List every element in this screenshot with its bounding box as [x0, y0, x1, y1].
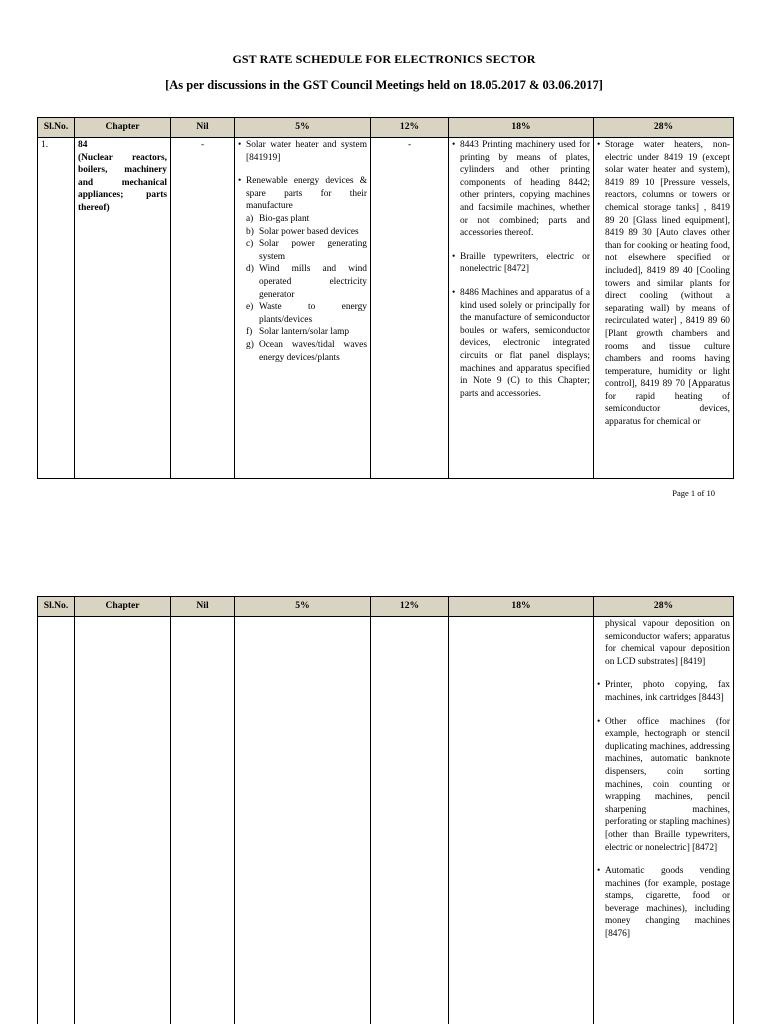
- list-item: • Renewable energy devices & spare parts for their manufacture a) Bio-gas plant b) Solar power based devices c) Solar power generating system d) Wind mills and wind operated electricity generator e) Waste to energy plants/devices f) Solar lantern/solar lamp g) Ocean waves/tidal waves energy devices/plants: [238, 175, 367, 364]
- table-header-row: [38, 118, 734, 138]
- cell-28-percent: [594, 138, 734, 479]
- list-item: • Printer, photo copying, fax machines, ink cartridges [8443]: [597, 679, 730, 704]
- cell-28-percent: [594, 617, 734, 1024]
- header-18-percent: 18%: [449, 118, 594, 138]
- sub-list-item: e) Waste to energy plants/devices: [246, 302, 367, 325]
- page-gap: [0, 510, 768, 586]
- header-28-percent: 28%: [594, 118, 734, 138]
- cell-5-percent: [235, 138, 371, 479]
- cell-5-percent: [235, 617, 371, 1024]
- header-5-percent: 5%: [235, 597, 371, 617]
- page-2: [0, 586, 768, 1024]
- header-5-percent: 5%: [235, 118, 371, 138]
- cell-slno: 1.: [38, 138, 75, 479]
- cell-18-percent: [449, 617, 594, 1024]
- header-chapter: Chapter: [75, 118, 171, 138]
- sub-list-item: b) Solar power based devices: [246, 226, 359, 237]
- cell-chapter: [75, 617, 171, 1024]
- continued-text: physical vapour deposition on semiconductor wafers; apparatus for chemical vapour deposition on LCD substrates] [8419]: [605, 619, 730, 667]
- header-18-percent: 18%: [449, 597, 594, 617]
- list-item: • Automatic goods vending machines (for example, postage stamps, cigarette, food or beverage machines), including money changing machines [8476]: [597, 865, 730, 941]
- list-item: • Storage water heaters, non-electric under 8419 19 (except solar water heater and system), 8419 89 10 [Pressure vessels, reactors, columns or towers or chemical storage tanks] , 8419 89 20 [Glass lined equipment], 8419 89 30 [Auto claves other than for cooking or heating food, not elsewhere specified or included], 8419 89 40 [Cooling towers and similar plants for direct cooling (without a separating wall) by means of recirculated water] , 8419 89 60 [Plant growth chambers and rooms and tissue culture chambers and rooms having temperature, humidity or light control], 8419 89 70 [Apparatus for rapid heating of semiconductor devices, apparatus for chemical or: [597, 139, 730, 429]
- cell-12-percent: -: [371, 138, 449, 479]
- sub-list-item: d) Wind mills and wind operated electricity generator: [246, 264, 367, 300]
- list-item: • Solar water heater and system [841919]: [238, 139, 367, 164]
- chapter-number: 84: [78, 140, 88, 150]
- header-12-percent: 12%: [371, 597, 449, 617]
- chapter-description: (Nuclear reactors, boilers, machinery and mechanical appliances; parts thereof): [78, 152, 167, 213]
- header-chapter: Chapter: [75, 597, 171, 617]
- document-title: GST RATE SCHEDULE FOR ELECTRONICS SECTOR: [232, 52, 536, 66]
- header-28-percent: 28%: [594, 597, 734, 617]
- list-item: • Braille typewriters, electric or nonelectric [8472]: [452, 251, 590, 276]
- header-slno: Sl.No.: [38, 597, 75, 617]
- document-subtitle: [As per discussions in the GST Council Meetings held on 18.05.2017 & 03.06.2017]: [165, 78, 603, 92]
- sub-list-item: f) Solar lantern/solar lamp: [246, 327, 350, 338]
- page-1: [0, 0, 768, 510]
- cell-18-percent: [449, 138, 594, 479]
- sub-list-item: g) Ocean waves/tidal waves energy devices/plants: [246, 339, 367, 363]
- cell-nil: -: [171, 138, 235, 479]
- sub-list-item: a) Bio-gas plant: [246, 213, 310, 224]
- header-12-percent: 12%: [371, 118, 449, 138]
- list-item: • Other office machines (for example, hectograph or stencil duplicating machines, addressing machines, automatic banknote dispensers, coin sorting machines, coin counting or wrapping machines, pencil sharpening machines, perforating or stapling machines) [other than Braille typewriters, electric or nonelectric] [8472]: [597, 716, 730, 855]
- cell-nil: [171, 617, 235, 1024]
- header-slno: Sl.No.: [38, 118, 75, 138]
- renewable-devices-list: [246, 213, 367, 364]
- table-row: [38, 138, 734, 479]
- table-row: [38, 617, 734, 1024]
- header-nil: Nil: [171, 597, 235, 617]
- cell-12-percent: [371, 617, 449, 1024]
- list-item: • 8443 Printing machinery used for printing by means of plates, cylinders and other printing components of heading 8442; other printers, copying machines and facsimile machines, whether or not combined; parts and accessories thereof.: [452, 139, 590, 240]
- header-nil: Nil: [171, 118, 235, 138]
- table-header-row: [38, 597, 734, 617]
- cell-chapter: [75, 138, 171, 479]
- rate-schedule-table-continued: [37, 596, 734, 1024]
- cell-slno: [38, 617, 75, 1024]
- sub-list-item: c) Solar power generating system: [246, 239, 367, 262]
- page-number: Page 1 of 10: [672, 488, 715, 498]
- rate-schedule-table: [37, 117, 734, 479]
- list-item: • 8486 Machines and apparatus of a kind used solely or principally for the manufacture of semiconductor boules or wafers, semiconductor devices, electronic integrated circuits or flat panel displays; machines and apparatus specified in Note 9 (C) to this Chapter; parts and accessories.: [452, 287, 590, 400]
